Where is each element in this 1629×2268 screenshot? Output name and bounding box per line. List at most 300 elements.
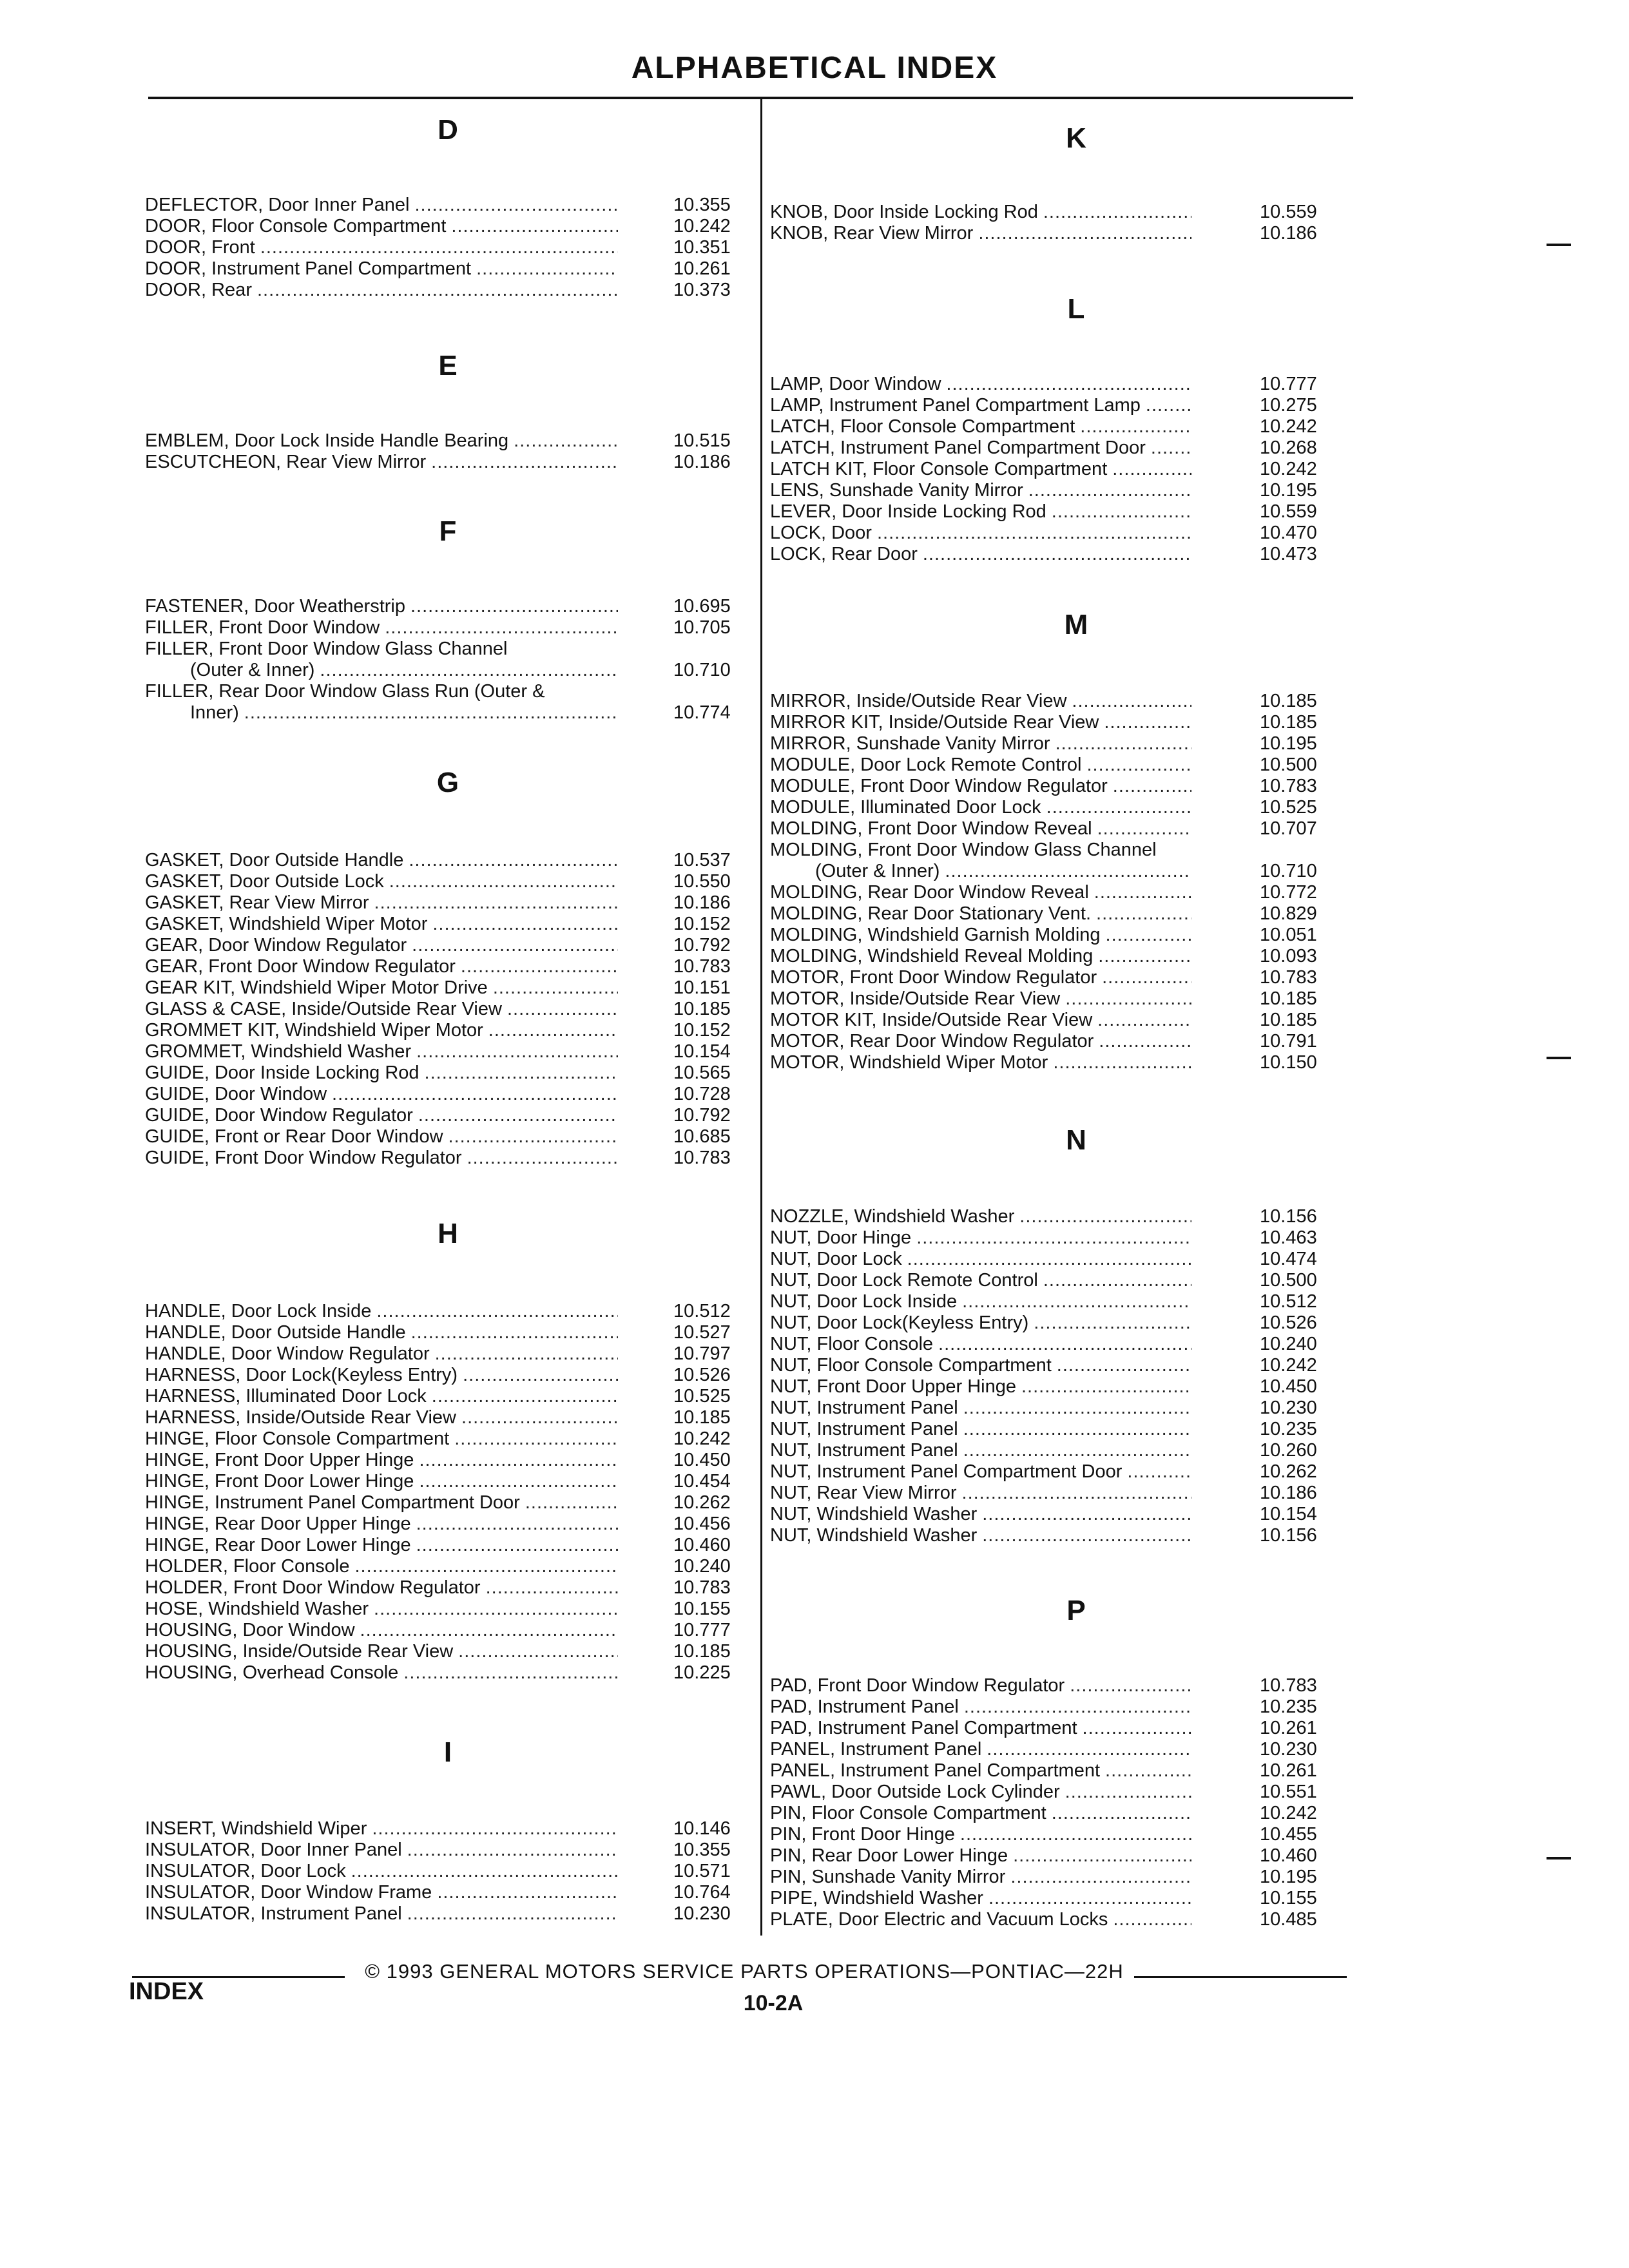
index-entry	[770, 437, 1382, 459]
entry-name: HOUSING, Overhead Console	[145, 1662, 399, 1683]
entry-name: GEAR, Front Door Window Regulator	[145, 956, 456, 977]
dot-leader	[374, 1599, 618, 1620]
entry-page-ref: 10.155	[673, 1599, 731, 1619]
dot-leader	[407, 1903, 618, 1925]
index-entry	[145, 1535, 751, 1556]
entry-page-ref: 10.777	[673, 1620, 731, 1640]
entry-page-ref: 10.351	[673, 237, 731, 258]
index-entry	[145, 280, 751, 301]
entry-name: NUT, Instrument Panel	[770, 1398, 958, 1418]
dot-leader	[419, 1471, 618, 1492]
dot-leader	[1097, 818, 1191, 840]
dot-leader	[877, 523, 1191, 544]
entry-name: HANDLE, Door Outside Handle	[145, 1322, 406, 1343]
entry-page-ref: 10.186	[673, 892, 731, 913]
index-section	[145, 347, 751, 473]
entry-page-ref: 10.783	[673, 956, 731, 977]
index-entry	[145, 1301, 751, 1322]
entry-name: HINGE, Rear Door Upper Hinge	[145, 1514, 411, 1534]
dot-leader	[987, 1739, 1191, 1760]
dot-leader	[1127, 1461, 1191, 1483]
dot-leader	[432, 1386, 618, 1407]
entry-page-ref: 10.710	[673, 660, 731, 680]
dot-leader	[945, 861, 1191, 882]
dot-leader	[351, 1861, 618, 1882]
index-entry	[770, 1440, 1382, 1461]
entry-page-ref: 10.155	[1260, 1888, 1317, 1908]
entry-name: NUT, Door Lock Inside	[770, 1291, 958, 1312]
dot-leader	[916, 1227, 1191, 1249]
entry-name: EMBLEM, Door Lock Inside Handle Bearing	[145, 430, 509, 451]
dot-leader	[962, 1291, 1191, 1312]
entry-page-ref: 10.783	[1260, 967, 1317, 988]
index-entry	[145, 1514, 751, 1535]
dot-leader	[1013, 1845, 1191, 1867]
index-entry	[770, 1227, 1382, 1249]
dot-leader	[451, 216, 618, 237]
index-entry	[145, 1641, 751, 1662]
entry-name: FASTENER, Door Weatherstrip	[145, 596, 405, 617]
entry-name: PIN, Front Door Hinge	[770, 1824, 955, 1845]
section-letter: P	[1066, 1595, 1086, 1626]
entry-name: PIN, Rear Door Lower Hinge	[770, 1845, 1008, 1866]
page-number: 10-2A	[743, 1991, 804, 2015]
dot-leader	[964, 1696, 1191, 1718]
entry-name: NUT, Door Hinge	[770, 1227, 912, 1248]
index-entry	[145, 1818, 751, 1840]
index-entry	[770, 946, 1382, 967]
index-entry	[145, 216, 751, 237]
dot-leader	[1113, 1909, 1191, 1930]
entry-page-ref: 10.152	[673, 914, 731, 934]
entry-name: GEAR KIT, Windshield Wiper Motor Drive	[145, 977, 488, 998]
index-entry	[770, 1419, 1382, 1440]
entry-name: GROMMET KIT, Windshield Wiper Motor	[145, 1020, 483, 1041]
index-section	[145, 1215, 751, 1684]
dot-leader	[320, 660, 618, 681]
entry-name: GASKET, Windshield Wiper Motor	[145, 914, 428, 934]
entry-name: LENS, Sunshade Vanity Mirror	[770, 480, 1023, 501]
entry-page-ref: 10.485	[1260, 1909, 1317, 1930]
entry-page-ref: 10.774	[673, 702, 731, 723]
index-entry	[770, 1760, 1382, 1782]
entry-name: HOUSING, Inside/Outside Rear View	[145, 1641, 454, 1662]
entry-name: MOLDING, Front Door Window Glass Channel	[770, 840, 1157, 860]
dot-leader	[437, 1882, 618, 1903]
index-entry	[770, 480, 1382, 501]
dot-leader	[1094, 882, 1191, 903]
index-entry	[145, 1450, 751, 1471]
index-entry	[145, 1620, 751, 1641]
dot-leader	[1098, 946, 1191, 967]
entry-name: LOCK, Rear Door	[770, 544, 918, 564]
entry-page-ref: 10.156	[1260, 1525, 1317, 1546]
index-entry	[145, 1105, 751, 1126]
entry-name: PIN, Floor Console Compartment	[770, 1803, 1046, 1823]
entry-page-ref: 10.151	[673, 977, 731, 998]
dot-leader	[486, 1577, 618, 1599]
index-entry	[770, 223, 1382, 244]
index-entry	[145, 1020, 751, 1041]
index-entry	[145, 1148, 751, 1169]
footer-rule	[1134, 1976, 1347, 1978]
index-entry	[770, 1525, 1382, 1546]
entry-name: DOOR, Instrument Panel Compartment	[145, 258, 472, 279]
entry-page-ref: 10.463	[1260, 1227, 1317, 1248]
section-letter: E	[438, 350, 458, 381]
entry-name: MOTOR, Front Door Window Regulator	[770, 967, 1097, 988]
entry-name: LATCH, Instrument Panel Compartment Door	[770, 437, 1146, 458]
index-entry	[770, 1867, 1382, 1888]
index-entry	[145, 1903, 751, 1925]
dot-leader	[467, 1148, 618, 1169]
dot-leader	[418, 1105, 618, 1126]
dot-leader	[425, 1062, 618, 1084]
entry-name: GUIDE, Front Door Window Regulator	[145, 1148, 462, 1168]
index-entry	[770, 202, 1382, 223]
entry-page-ref: 10.235	[1260, 1696, 1317, 1717]
dot-leader	[1065, 988, 1191, 1010]
index-entry	[145, 430, 751, 452]
index-entry	[770, 925, 1382, 946]
section-letter: H	[438, 1218, 458, 1249]
index-entry	[770, 797, 1382, 818]
entry-name: NUT, Windshield Washer	[770, 1504, 978, 1524]
dot-leader	[1028, 480, 1191, 501]
entry-page-ref: 10.525	[1260, 797, 1317, 818]
entry-name: (Outer & Inner)	[815, 861, 940, 881]
footer-index-label: INDEX	[129, 1978, 204, 2005]
entry-page-ref: 10.783	[673, 1577, 731, 1598]
entry-name: DOOR, Rear	[145, 280, 252, 300]
entry-page-ref: 10.268	[1260, 437, 1317, 458]
section-letter: D	[438, 114, 458, 146]
dot-leader	[332, 1084, 618, 1105]
entry-name: LOCK, Door	[770, 523, 872, 543]
entry-name: GUIDE, Door Window	[145, 1084, 327, 1104]
entry-name: KNOB, Door Inside Locking Rod	[770, 202, 1038, 222]
entry-page-ref: 10.195	[1260, 480, 1317, 501]
index-entry	[770, 691, 1382, 712]
dot-leader	[982, 1504, 1191, 1525]
dot-leader	[454, 1428, 618, 1450]
index-section	[770, 1591, 1382, 1930]
index-entry	[145, 195, 751, 216]
entry-name: FILLER, Front Door Window Glass Channel	[145, 639, 508, 659]
index-entry	[770, 1398, 1382, 1419]
entry-name: ESCUTCHEON, Rear View Mirror	[145, 452, 427, 472]
dot-leader	[963, 1398, 1191, 1419]
entry-page-ref: 10.685	[673, 1126, 731, 1147]
index-section	[145, 1733, 751, 1925]
index-entry	[770, 1334, 1382, 1355]
dot-leader	[1151, 437, 1191, 459]
entry-page-ref: 10.527	[673, 1322, 731, 1343]
entry-page-ref: 10.154	[673, 1041, 731, 1062]
dot-leader	[403, 1662, 618, 1684]
entry-page-ref: 10.242	[673, 216, 731, 236]
index-entry	[770, 967, 1382, 988]
dot-leader	[448, 1126, 618, 1148]
index-entry	[145, 660, 751, 681]
entry-name: INSULATOR, Door Window Frame	[145, 1882, 432, 1903]
dot-leader	[458, 1641, 618, 1662]
entry-page-ref: 10.460	[1260, 1845, 1317, 1866]
entry-name: MIRROR, Inside/Outside Rear View	[770, 691, 1067, 711]
index-entry	[145, 977, 751, 999]
entry-page-ref: 10.565	[673, 1062, 731, 1083]
entry-page-ref: 10.230	[1260, 1398, 1317, 1418]
entry-name: HINGE, Instrument Panel Compartment Door	[145, 1492, 520, 1513]
entry-page-ref: 10.195	[1260, 1867, 1317, 1887]
entry-name: INSULATOR, Instrument Panel	[145, 1903, 402, 1924]
index-entry	[770, 1888, 1382, 1909]
section-letter: I	[443, 1736, 452, 1768]
entry-name: GASKET, Rear View Mirror	[145, 892, 369, 913]
entry-page-ref: 10.455	[1260, 1824, 1317, 1845]
dot-leader	[355, 1556, 619, 1577]
entry-page-ref: 10.783	[673, 1148, 731, 1168]
dot-leader	[416, 1514, 618, 1535]
dot-leader	[1052, 501, 1191, 523]
entry-name: PAD, Instrument Panel Compartment	[770, 1718, 1077, 1738]
entry-name: PAD, Instrument Panel	[770, 1696, 959, 1717]
index-entry	[145, 1428, 751, 1450]
entry-page-ref: 10.242	[1260, 1803, 1317, 1823]
entry-page-ref: 10.705	[673, 617, 731, 638]
header-rule	[148, 97, 1353, 99]
section-letter: G	[436, 767, 459, 798]
dot-leader	[1146, 395, 1191, 416]
entry-name: NUT, Floor Console Compartment	[770, 1355, 1052, 1376]
entry-page-ref: 10.772	[1260, 882, 1317, 903]
index-entry	[145, 617, 751, 639]
entry-page-ref: 10.195	[1260, 733, 1317, 754]
entry-page-ref: 10.473	[1260, 544, 1317, 564]
entry-name: NUT, Door Lock	[770, 1249, 902, 1269]
index-entry	[145, 1322, 751, 1343]
entry-page-ref: 10.230	[673, 1903, 731, 1924]
entry-page-ref: 10.456	[673, 1514, 731, 1534]
entry-page-ref: 10.537	[673, 850, 731, 870]
dot-leader	[410, 596, 618, 617]
index-entry	[145, 237, 751, 258]
entry-page-ref: 10.526	[673, 1365, 731, 1385]
index-entry	[770, 903, 1382, 925]
index-entry	[770, 733, 1382, 754]
dot-leader	[982, 1525, 1191, 1546]
index-entry	[770, 712, 1382, 733]
entry-name: INSULATOR, Door Inner Panel	[145, 1840, 402, 1860]
index-section	[770, 606, 1382, 1073]
index-entry	[145, 914, 751, 935]
dot-leader	[1072, 691, 1191, 712]
index-entry	[145, 871, 751, 892]
dot-leader	[1080, 416, 1191, 437]
dot-leader	[389, 871, 618, 892]
entry-name: LATCH, Floor Console Compartment	[770, 416, 1075, 437]
dot-leader	[525, 1492, 618, 1514]
entry-name: INSULATOR, Door Lock	[145, 1861, 346, 1881]
index-entry	[770, 523, 1382, 544]
entry-page-ref: 10.051	[1260, 925, 1317, 945]
index-entry	[770, 1355, 1382, 1376]
entry-name: HANDLE, Door Window Regulator	[145, 1343, 430, 1364]
entry-page-ref: 10.783	[1260, 776, 1317, 796]
entry-page-ref: 10.792	[673, 935, 731, 956]
entry-name: MIRROR, Sunshade Vanity Mirror	[770, 733, 1050, 754]
dot-leader	[1083, 1718, 1191, 1739]
entry-page-ref: 10.707	[1260, 818, 1317, 839]
dot-leader	[1104, 712, 1191, 733]
index-entry	[145, 935, 751, 956]
entry-page-ref: 10.450	[1260, 1376, 1317, 1397]
entry-page-ref: 10.185	[1260, 712, 1317, 733]
entry-name: MODULE, Front Door Window Regulator	[770, 776, 1108, 796]
dot-leader	[461, 1407, 618, 1428]
entry-name: NUT, Front Door Upper Hinge	[770, 1376, 1016, 1397]
index-entry	[145, 1407, 751, 1428]
dot-leader	[1057, 1355, 1191, 1376]
index-entry	[145, 639, 751, 660]
entry-name: PAWL, Door Outside Lock Cylinder	[770, 1782, 1060, 1802]
index-entry	[770, 1845, 1382, 1867]
dot-leader	[1055, 733, 1191, 754]
dot-leader	[476, 258, 618, 280]
index-entry	[770, 1249, 1382, 1270]
index-entry	[770, 754, 1382, 776]
index-entry	[145, 1882, 751, 1903]
entry-name: HOLDER, Front Door Window Regulator	[145, 1577, 481, 1598]
entry-name: GUIDE, Door Window Regulator	[145, 1105, 413, 1126]
index-entry	[770, 840, 1382, 861]
entry-name: DEFLECTOR, Door Inner Panel	[145, 195, 410, 215]
index-entry	[145, 1556, 751, 1577]
entry-page-ref: 10.152	[673, 1020, 731, 1041]
entry-name: PANEL, Instrument Panel	[770, 1739, 982, 1760]
entry-name: NUT, Floor Console	[770, 1334, 934, 1354]
entry-name: NUT, Instrument Panel	[770, 1440, 958, 1461]
entry-page-ref: 10.792	[673, 1105, 731, 1126]
entry-page-ref: 10.235	[1260, 1419, 1317, 1439]
dot-leader	[1097, 1010, 1191, 1031]
dot-leader	[244, 702, 618, 724]
entry-page-ref: 10.185	[673, 999, 731, 1019]
entry-name: MOLDING, Rear Door Stationary Vent.	[770, 903, 1092, 924]
entry-name: GROMMET, Windshield Washer	[145, 1041, 412, 1062]
entry-name: NUT, Door Lock Remote Control	[770, 1270, 1038, 1291]
dot-leader	[946, 374, 1191, 395]
dot-leader	[507, 999, 618, 1020]
entry-page-ref: 10.512	[1260, 1291, 1317, 1312]
dot-leader	[1102, 967, 1191, 988]
dot-leader	[461, 956, 618, 977]
entry-page-ref: 10.355	[673, 195, 731, 215]
index-entry	[770, 1696, 1382, 1718]
entry-name: DOOR, Front	[145, 237, 255, 258]
page-title: ALPHABETICAL INDEX	[631, 51, 998, 85]
entry-page-ref: 10.728	[673, 1084, 731, 1104]
dot-leader	[963, 1419, 1191, 1440]
index-entry	[770, 1675, 1382, 1696]
dot-leader	[431, 452, 618, 473]
entry-page-ref: 10.515	[673, 430, 731, 451]
margin-mark	[1547, 244, 1571, 246]
entry-name: GASKET, Door Outside Handle	[145, 850, 404, 870]
entry-name: MOLDING, Windshield Reveal Molding	[770, 946, 1094, 966]
dot-leader	[385, 617, 618, 639]
index-entry	[770, 1803, 1382, 1824]
entry-page-ref: 10.186	[1260, 223, 1317, 244]
dot-leader	[978, 223, 1191, 244]
entry-name: INSERT, Windshield Wiper	[145, 1818, 367, 1839]
entry-name: HANDLE, Door Lock Inside	[145, 1301, 372, 1321]
index-entry	[770, 1504, 1382, 1525]
dot-leader	[1052, 1803, 1191, 1824]
entry-name: KNOB, Rear View Mirror	[770, 223, 974, 244]
index-entry	[770, 459, 1382, 480]
entry-page-ref: 10.829	[1260, 903, 1317, 924]
entry-page-ref: 10.783	[1260, 1675, 1317, 1696]
index-entry	[145, 1471, 751, 1492]
dot-leader	[416, 1535, 618, 1556]
column-divider	[760, 99, 762, 1936]
entry-page-ref: 10.261	[1260, 1718, 1317, 1738]
entry-page-ref: 10.797	[673, 1343, 731, 1364]
entry-name: NUT, Windshield Washer	[770, 1525, 978, 1546]
entry-page-ref: 10.261	[673, 258, 731, 279]
entry-name: NUT, Door Lock(Keyless Entry)	[770, 1312, 1029, 1333]
dot-leader	[938, 1334, 1191, 1355]
dot-leader	[1034, 1312, 1191, 1334]
index-entry	[145, 452, 751, 473]
dot-leader	[1105, 1760, 1191, 1782]
dot-leader	[1043, 202, 1191, 223]
entry-page-ref: 10.146	[673, 1818, 731, 1839]
dot-leader	[409, 850, 618, 871]
entry-page-ref: 10.093	[1260, 946, 1317, 966]
entry-name: HARNESS, Illuminated Door Lock	[145, 1386, 427, 1407]
index-entry	[770, 1739, 1382, 1760]
entry-name: HARNESS, Door Lock(Keyless Entry)	[145, 1365, 458, 1385]
index-entry	[770, 882, 1382, 903]
index-entry	[145, 596, 751, 617]
dot-leader	[407, 1840, 618, 1861]
entry-name: PLATE, Door Electric and Vacuum Locks	[770, 1909, 1108, 1930]
entry-name: MOTOR KIT, Inside/Outside Rear View	[770, 1010, 1093, 1030]
index-entry	[145, 702, 751, 724]
dot-leader	[419, 1450, 618, 1471]
entry-page-ref: 10.260	[1260, 1440, 1317, 1461]
entry-name: LATCH KIT, Floor Console Compartment	[770, 459, 1108, 479]
index-entry	[770, 1782, 1382, 1803]
entry-page-ref: 10.470	[1260, 523, 1317, 543]
index-entry	[770, 818, 1382, 840]
index-section	[770, 1121, 1382, 1546]
dot-leader	[1021, 1376, 1191, 1398]
entry-page-ref: 10.454	[673, 1471, 731, 1492]
entry-page-ref: 10.500	[1260, 754, 1317, 775]
dot-leader	[432, 914, 618, 935]
entry-name: NUT, Instrument Panel Compartment Door	[770, 1461, 1123, 1482]
entry-page-ref: 10.240	[1260, 1334, 1317, 1354]
index-entry	[145, 892, 751, 914]
index-entry	[770, 1718, 1382, 1739]
entry-page-ref: 10.474	[1260, 1249, 1317, 1269]
index-entry	[145, 1062, 751, 1084]
dot-leader	[1070, 1675, 1191, 1696]
entry-page-ref: 10.185	[673, 1641, 731, 1662]
